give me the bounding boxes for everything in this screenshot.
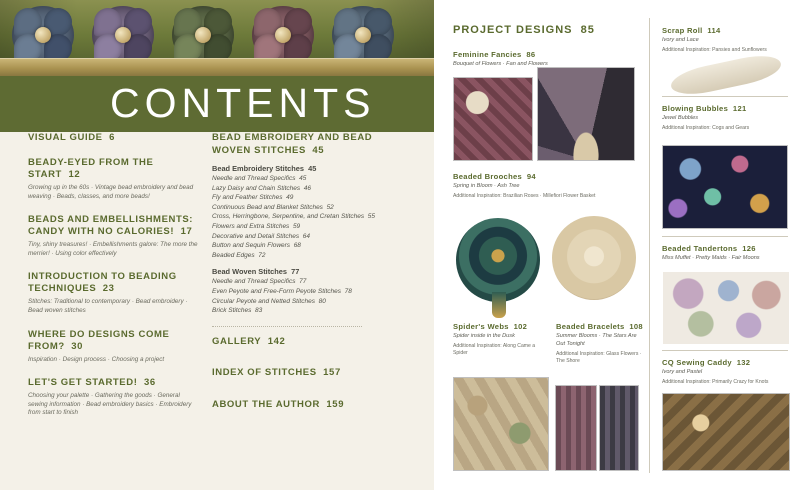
toc-entry-page: 23 — [102, 283, 115, 295]
project-block-beaded-brooches[interactable] — [453, 172, 643, 200]
project-page: 108 — [629, 322, 643, 331]
project-image-spiders-web — [454, 378, 548, 470]
toc-entry-page: 159 — [326, 398, 345, 410]
toc-entry-title: BEADY-EYED FROM THE START — [28, 157, 154, 180]
toc-entry[interactable] — [212, 336, 412, 349]
project-designs-title — [453, 24, 595, 36]
list-item[interactable] — [212, 287, 412, 297]
project-name: Scrap Roll — [662, 26, 703, 35]
toc-group-heading[interactable] — [212, 266, 412, 277]
list-item[interactable] — [212, 174, 412, 184]
project-designs-label: PROJECT DESIGNS — [453, 24, 573, 36]
project-subtitle: Spider inside in the Dusk — [453, 333, 515, 339]
toc-entry[interactable] — [28, 214, 198, 258]
project-image-ivory-and-pastel — [663, 394, 789, 470]
toc-entry[interactable] — [28, 271, 198, 315]
project-extra: Additional Inspiration: Primarily Crazy for Knots — [662, 378, 769, 385]
fabric-flower — [332, 6, 394, 64]
list-item-label: Continuous Bead and Blanket Stitches — [212, 203, 323, 211]
project-image-bracelet-2 — [600, 386, 638, 470]
toc-entry[interactable] — [28, 132, 198, 144]
list-item-page: 59 — [292, 222, 301, 230]
toc-group-page: 77 — [291, 267, 300, 277]
project-name: Beaded Brooches — [453, 172, 523, 181]
fabric-flower — [172, 6, 234, 64]
project-image-bouquet-of-flowers — [454, 78, 532, 160]
project-designs-page: 85 — [580, 24, 595, 36]
project-subtitle: Spring in Bloom · Ash Tree — [453, 183, 520, 189]
list-item[interactable] — [212, 212, 412, 222]
toc-column-left — [28, 132, 198, 431]
toc-entry-sub: Inspiration · Design process · Choosing a project — [28, 355, 165, 363]
list-item[interactable] — [212, 297, 412, 307]
toc-entry-title: WHERE DO DESIGNS COME FROM? — [28, 328, 170, 352]
project-subtitle: Ivory and Pastel — [662, 369, 703, 375]
list-item-label: Even Peyote and Free-Form Peyote Stitches — [212, 287, 341, 295]
divider — [662, 350, 788, 351]
list-item[interactable] — [212, 184, 412, 194]
toc-group-page: 45 — [308, 164, 317, 173]
project-block-feminine-fancies[interactable] — [453, 50, 633, 69]
project-subtitle: Ivory and Lace — [662, 37, 699, 43]
toc-entry-title: LET'S GET STARTED! — [28, 377, 138, 389]
toc-entry-sub: Growing up in the 60s · Vintage bead embroidery and bead weaving · Beads, classes, and more beads! — [28, 184, 194, 200]
project-image-jewel-bubbles — [663, 146, 787, 228]
list-item-page: 68 — [293, 242, 301, 250]
toc-section-title[interactable] — [212, 132, 412, 157]
list-item-label: Cross, Herringbone, Serpentine, and Cretan Stitches — [212, 213, 365, 221]
toc-entry-sub: Choosing your palette · Gathering the goods · General sewing information · Bead embroidery basics · Embroidery from start to finish — [28, 392, 192, 417]
toc-group — [212, 266, 412, 315]
toc-section-page: 45 — [312, 144, 325, 156]
list-item-label: Beaded Edges — [212, 251, 255, 259]
project-subtitle: Summer Blooms · The Stars Are Out Tonight — [556, 333, 637, 347]
toc-entry-page: 17 — [180, 226, 193, 238]
list-item-page: 45 — [299, 175, 307, 182]
project-image-fan-and-flowers — [538, 68, 634, 160]
column-divider — [649, 18, 650, 473]
list-item-label: Decorative and Detail Stitches — [212, 232, 300, 240]
fabric-flower — [252, 6, 314, 64]
project-block-scrap-roll[interactable] — [662, 26, 786, 54]
toc-entry[interactable] — [212, 399, 412, 412]
project-block-beaded-tandertons[interactable] — [662, 244, 788, 263]
project-page: 126 — [742, 244, 756, 253]
project-block-cq-sewing-caddy[interactable] — [662, 358, 788, 386]
project-page: 132 — [736, 358, 751, 367]
project-page: 86 — [526, 50, 536, 59]
list-item-page: 52 — [326, 203, 334, 211]
divider — [662, 96, 788, 97]
right-page — [434, 0, 800, 490]
toc-group — [212, 163, 412, 260]
toc-entry-sub: Stitches: Traditional to contemporary · Bead embroidery · Bead woven stitches — [28, 298, 188, 314]
toc-column-right — [212, 132, 412, 416]
project-image-scrap-roll — [669, 51, 784, 100]
list-item-page: 80 — [318, 297, 326, 305]
project-name: Spider's Webs — [453, 322, 509, 331]
toc-entry-sub: Tiny, shiny treasures! · Embellishments galore: The more the merrier! · Using color effectively — [28, 241, 198, 257]
project-page: 114 — [707, 26, 721, 35]
page-title: CONTENTS — [110, 80, 376, 126]
list-item-label: Needle and Thread Specifics — [212, 278, 296, 286]
project-name: Blowing Bubbles — [662, 104, 729, 113]
project-extra: Additional Inspiration: Along Came a Spider — [453, 342, 536, 356]
project-image-tandertons — [663, 272, 789, 344]
toc-entry-page: 6 — [109, 132, 115, 143]
toc-entry-title: GALLERY — [212, 335, 262, 347]
list-item-label: Button and Sequin Flowers — [212, 242, 291, 250]
toc-entry-title: VISUAL GUIDE — [28, 132, 103, 143]
list-item-label: Brick Stitches — [212, 307, 252, 315]
toc-entry-page: 30 — [71, 340, 84, 352]
project-image-spring-in-bloom — [456, 218, 540, 302]
project-subtitle: Jewel Bubbles — [662, 115, 699, 121]
toc-group-heading[interactable] — [212, 163, 412, 174]
project-name: CQ Sewing Caddy — [662, 358, 732, 367]
list-item-label: Needle and Thread Specifics — [212, 175, 296, 182]
project-extra: Additional Inspiration: Cogs and Gears — [662, 124, 750, 131]
project-subtitle: Miss Muffet · Pretty Maids · Fair Moons — [662, 255, 760, 261]
project-name: Feminine Fancies — [453, 50, 522, 59]
list-item[interactable] — [212, 193, 412, 203]
fabric-flower — [12, 6, 74, 64]
list-item[interactable] — [212, 222, 412, 232]
table-of-contents — [0, 132, 434, 490]
list-item[interactable] — [212, 277, 412, 287]
toc-entry-title: INTRODUCTION TO BEADING TECHNIQUES — [28, 271, 177, 295]
project-page: 121 — [732, 104, 747, 113]
list-item-page: 55 — [367, 213, 375, 221]
project-block-beaded-bracelets[interactable] — [556, 322, 644, 365]
project-name: Beaded Bracelets — [556, 322, 625, 331]
project-extra: Additional Inspiration: Glass Flowers · The Shore — [556, 350, 642, 364]
list-item-page: 49 — [286, 194, 294, 202]
cover-photo-banner — [0, 0, 434, 76]
list-item-page: 64 — [302, 232, 310, 240]
project-block-spiders-webs[interactable] — [453, 322, 549, 357]
list-item-label: Circular Peyote and Netted Stitches — [212, 297, 315, 305]
toc-entry[interactable] — [212, 367, 412, 380]
project-block-blowing-bubbles[interactable] — [662, 104, 786, 132]
toc-group-label: Bead Embroidery Stitches — [212, 164, 305, 173]
toc-entry[interactable] — [28, 157, 198, 201]
project-extra: Additional Inspiration: Pansies and Sunflowers — [662, 46, 767, 53]
toc-entry-page: 12 — [68, 169, 81, 180]
list-item[interactable] — [212, 251, 412, 261]
project-image-bracelet-1 — [556, 386, 596, 470]
toc-entry-page: 157 — [323, 367, 341, 379]
divider — [212, 326, 362, 327]
toc-entry-title: ABOUT THE AUTHOR — [212, 398, 320, 410]
list-item[interactable] — [212, 203, 412, 213]
project-subtitle: Bouquet of Flowers · Fan and Flowers — [453, 61, 548, 67]
list-item-page: 72 — [258, 251, 266, 259]
divider — [662, 236, 788, 237]
toc-entry-page: 142 — [267, 335, 286, 347]
list-item-page: 77 — [299, 278, 307, 286]
toc-group-label: Bead Woven Stitches — [212, 267, 288, 277]
list-item-label: Flowers and Extra Stitches — [212, 222, 290, 230]
toc-entry-title: INDEX OF STITCHES — [212, 367, 317, 379]
project-image-ash-tree — [552, 216, 636, 300]
toc-entry-title: BEADS AND EMBELLISHMENTS: CANDY WITH NO CALORIES! — [28, 214, 194, 238]
project-name: Beaded Tandertons — [662, 244, 738, 253]
fabric-flower — [92, 6, 154, 64]
list-item[interactable] — [212, 306, 412, 316]
list-item-page: 83 — [255, 307, 263, 315]
project-extra: Additional Inspiration: Brazilian Roses · Millefiori Flower Basket — [453, 192, 596, 199]
brooch-fringe — [492, 292, 506, 318]
toc-section-label: BEAD EMBROIDERY AND BEAD WOVEN STITCHES — [212, 132, 373, 156]
list-item-label: Lazy Daisy and Chain Stitches — [212, 184, 301, 192]
project-page: 102 — [513, 322, 528, 331]
list-item-page: 78 — [344, 287, 352, 295]
gold-beaded-band — [0, 58, 434, 76]
list-item-page: 46 — [303, 184, 312, 192]
list-item[interactable] — [212, 241, 412, 251]
toc-entry-page: 36 — [143, 377, 156, 389]
list-item-label: Fly and Feather Stitches — [212, 194, 283, 202]
project-page: 94 — [526, 172, 536, 181]
toc-entry[interactable] — [28, 377, 198, 418]
list-item[interactable] — [212, 232, 412, 242]
toc-entry[interactable] — [28, 329, 198, 365]
